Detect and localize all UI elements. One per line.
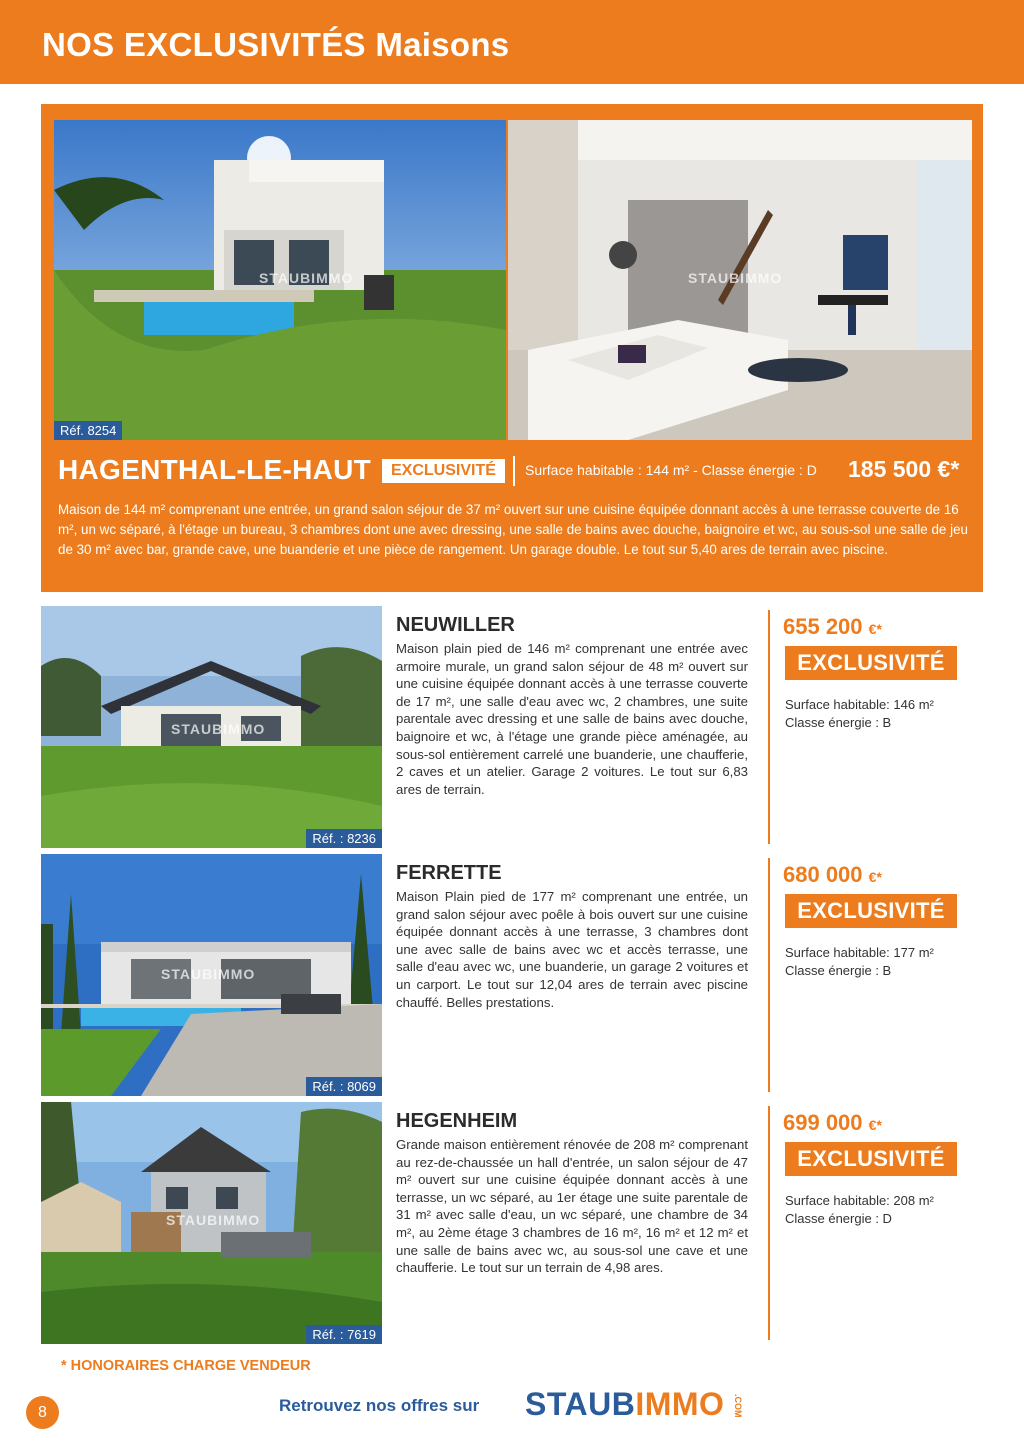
listing-surface: Surface habitable: 208 m² — [785, 1193, 934, 1208]
fees-footnote: * HONORAIRES CHARGE VENDEUR — [61, 1358, 311, 1374]
listing-exclusivity-badge: EXCLUSIVITÉ — [785, 1142, 957, 1176]
listing-surface: Surface habitable: 177 m² — [785, 945, 934, 960]
listing-card[interactable] — [41, 1102, 983, 1344]
watermark: STAUBIMMO — [161, 966, 256, 982]
listing-description: Maison Plain pied de 177 m² comprenant une entrée, un grand salon séjour avec poêle à bois ouvert sur une cuisine équipée donnant accès à une terrasse, 3 chambres dont une avec salle de bains avec wc et accès terrasse, une salle d'eau avec wc, une buanderie, un garage 2 voitures et un carport. Le tout sur 12,04 ares de terrain avec piscine chauffé. Belles prestations. — [396, 889, 748, 1010]
listing-photo[interactable] — [41, 606, 382, 848]
listing-specs — [785, 1192, 934, 1228]
listing-description: Grande maison entièrement rénovée de 208 m² comprenant au rez-de-chaussée un hall d'entrée, un salon séjour de 47 m² ouvert sur une cuisine équipée donnant accès à une terrasse, un wc séparé, au 1er étage une suite parentale de 31 m² avec salle d'eau, un wc séparé, une chambre de 34 m², au 2ème étage 3 chambres de 16 m², 16 m² et 12 m² et une salle de bains avec wc, au sous-sol une cave et une chaufferie. Le tout sur un terrain de 4,98 ares. — [396, 1137, 748, 1276]
listing-city: FERRETTE — [396, 862, 502, 884]
listing-card[interactable] — [41, 606, 983, 848]
featured-listing[interactable] — [41, 104, 983, 592]
listing-price-value: 699 000 — [783, 1110, 863, 1135]
listing-ref-tag: Réf. : 8069 — [306, 1077, 382, 1096]
listing-city: HEGENHEIM — [396, 1110, 518, 1132]
featured-exterior-photo[interactable] — [54, 120, 506, 440]
listing-energy-class: Classe énergie : B — [785, 963, 892, 978]
listing-price-suffix: €* — [868, 1117, 882, 1133]
listing-price — [783, 1110, 882, 1136]
listing-ref-tag: Réf. : 8236 — [306, 829, 382, 848]
listing-price-suffix: €* — [868, 621, 882, 637]
listing-price-value: 680 000 — [783, 862, 863, 887]
featured-city: HAGENTHAL-LE-HAUT — [58, 454, 372, 485]
listing-price — [783, 614, 882, 640]
listing-city: NEUWILLER — [396, 614, 515, 636]
featured-exclusivity-badge: EXCLUSIVITÉ — [382, 459, 505, 483]
divider — [768, 610, 770, 844]
divider — [513, 456, 515, 486]
listing-exclusivity-badge: EXCLUSIVITÉ — [785, 894, 957, 928]
footer-cta: Retrouvez nos offres sur — [279, 1396, 480, 1415]
listing-card[interactable] — [41, 854, 983, 1096]
listing-price-suffix: €* — [868, 869, 882, 885]
featured-price: 185 500 €* — [848, 456, 960, 482]
featured-description: Maison de 144 m² comprenant une entrée, un grand salon séjour de 37 m² ouvert sur une cuisine équipée donnant accès à une terrasse couverte de 16 m², un wc séparé, à l'étage un bureau, 3 chambres dont une avec dressing, une salle de bains avec douche, baignoire et wc, au sous-sol une salle de jeu de 30 m² avec bar, grande cave, une buanderie et une pièce de rangement. Un garage double. Le tout sur 5,40 ares de terrain avec piscine. — [58, 502, 968, 557]
logo-tld: .COM — [733, 1394, 743, 1418]
listing-price — [783, 862, 882, 888]
listing-exclusivity-badge: EXCLUSIVITÉ — [785, 646, 957, 680]
logo-part-immo: IMMO — [635, 1386, 725, 1422]
page-header — [0, 0, 1024, 84]
logo-part-staub: STAUB — [525, 1386, 636, 1422]
listing-ref-tag: Réf. : 7619 — [306, 1325, 382, 1344]
listing-surface: Surface habitable: 146 m² — [785, 697, 934, 712]
staubimmo-logo[interactable] — [525, 1386, 724, 1423]
listing-energy-class: Classe énergie : B — [785, 715, 892, 730]
watermark: STAUBIMMO — [259, 270, 354, 286]
watermark: STAUBIMMO — [166, 1212, 261, 1228]
page-title: NOS EXCLUSIVITÉS Maisons — [42, 26, 510, 63]
listing-description: Maison plain pied de 146 m² comprenant une entrée avec armoire murale, un grand salon séjour de 48 m² ouvert sur une cuisine équipée donnant accès à une terrasse couverte de 17 m², une salle d'eau avec wc, 2 chambres, une suite parentale avec dressing et une salle de bains avec douche, baignoire et wc, à l'étage une grande pièce aménagée, au sous-sol entièrement carrelé une buanderie, une chaufferie, 2 caves et un atelier. Garage 2 voitures. Le tout sur 6,83 ares de terrain. — [396, 641, 748, 797]
featured-ref-tag: Réf. 8254 — [54, 421, 122, 440]
divider — [768, 858, 770, 1092]
watermark: STAUBIMMO — [171, 721, 266, 737]
listing-price-value: 655 200 — [783, 614, 863, 639]
divider — [768, 1106, 770, 1340]
listing-energy-class: Classe énergie : D — [785, 1211, 892, 1226]
watermark: STAUBIMMO — [688, 270, 783, 286]
listing-specs — [785, 944, 934, 980]
listing-specs — [785, 696, 934, 732]
page-number: 8 — [26, 1396, 59, 1429]
featured-interior-photo[interactable] — [508, 120, 972, 440]
featured-specs: Surface habitable : 144 m² - Classe énergie : D — [525, 462, 817, 478]
listing-photo[interactable] — [41, 854, 382, 1096]
listing-photo[interactable] — [41, 1102, 382, 1344]
